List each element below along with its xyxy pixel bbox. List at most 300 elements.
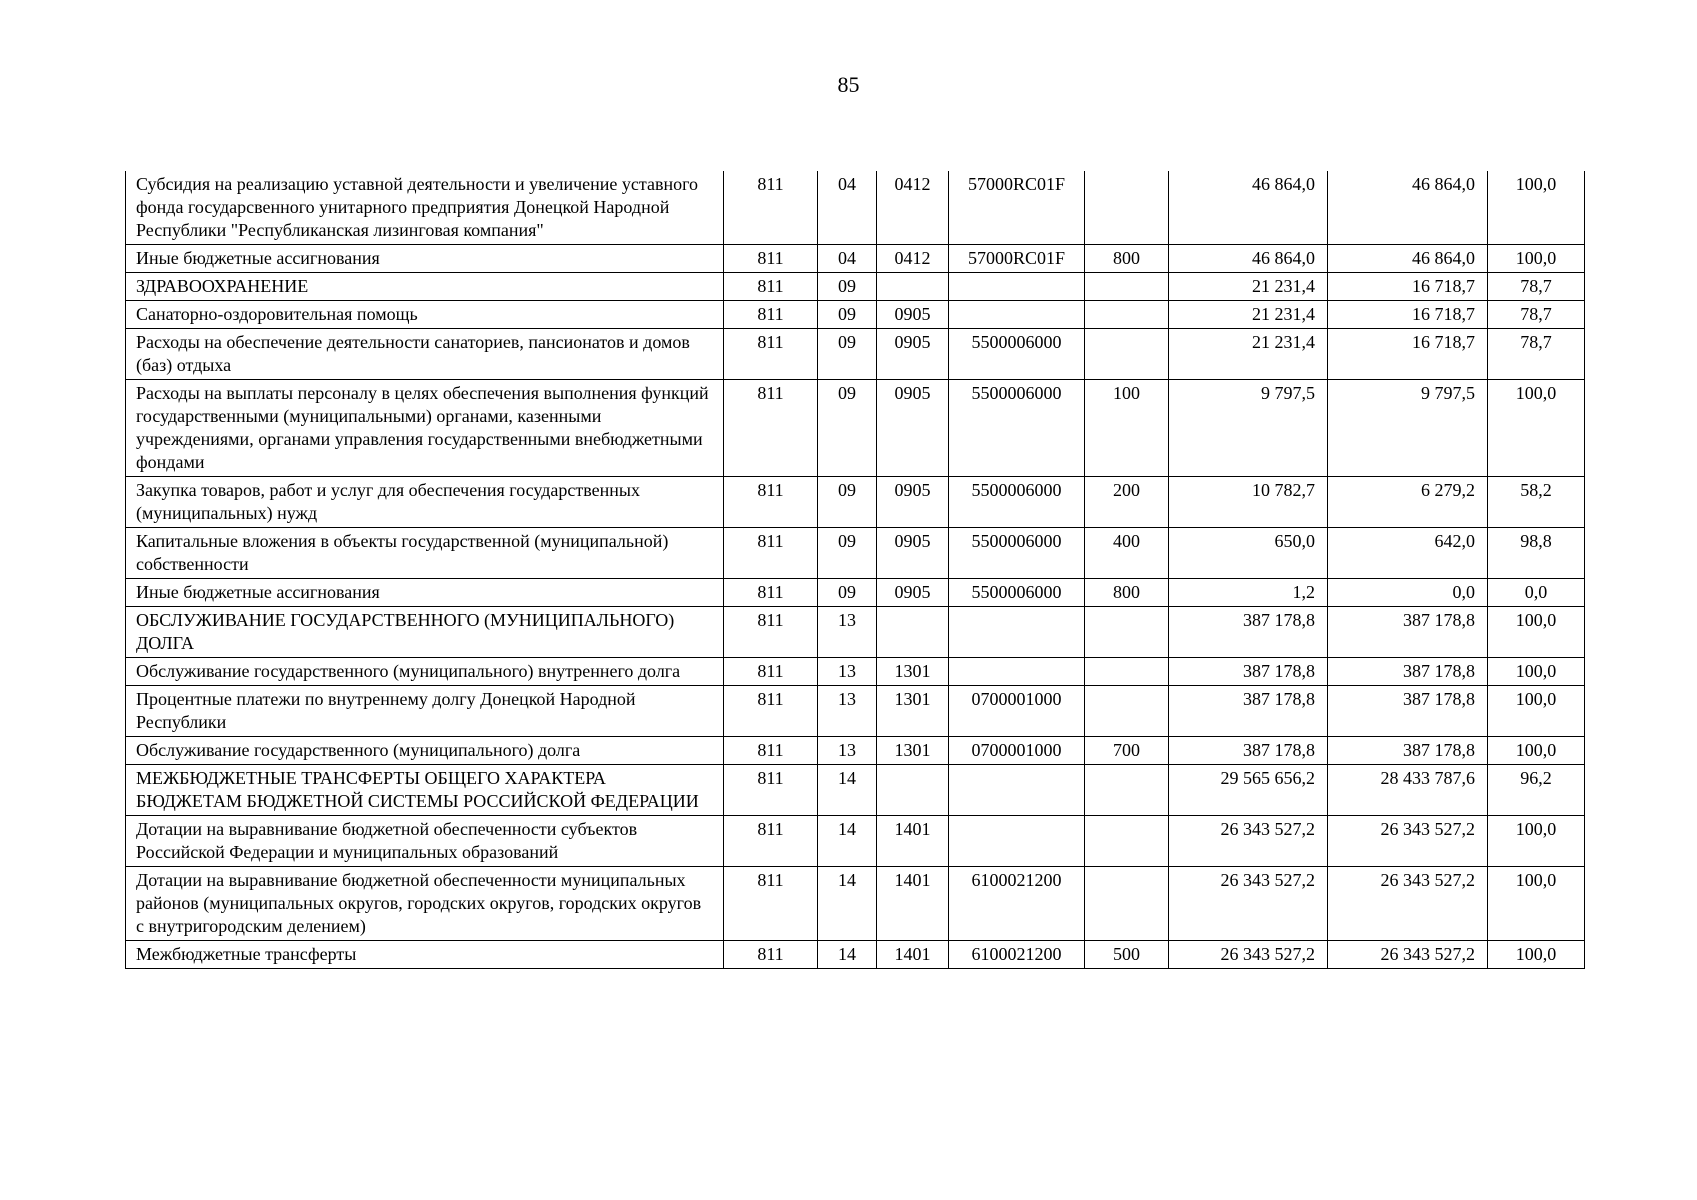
- cell-expense-type-code: [1085, 658, 1169, 686]
- cell-ministry-code-text: 811: [757, 610, 784, 630]
- cell-executed-amount: [1328, 941, 1488, 969]
- cell-section-code: [818, 245, 877, 273]
- cell-name: [126, 737, 724, 765]
- cell-section-code-text: 14: [838, 944, 856, 964]
- cell-name-text: ОБСЛУЖИВАНИЕ ГОСУДАРСТВЕННОГО (МУНИЦИПАЛЬНОГО) ДОЛГА: [136, 610, 679, 653]
- cell-approved-amount: [1169, 867, 1328, 941]
- table-row: [126, 579, 1585, 607]
- cell-subsection-code-text: 0905: [894, 383, 931, 403]
- cell-name-text: Иные бюджетные ассигнования: [136, 582, 380, 602]
- cell-subsection-code-text: 0905: [894, 332, 931, 352]
- cell-executed-amount-text: 642,0: [1434, 531, 1475, 551]
- cell-subsection-code-text: 0905: [894, 304, 931, 324]
- cell-name-text: Расходы на обеспечение деятельности санаториев, пансионатов и домов (баз) отдыха: [136, 332, 695, 375]
- table-row: [126, 737, 1585, 765]
- cell-percent-executed-text: 100,0: [1515, 610, 1557, 630]
- cell-ministry-code: [724, 477, 818, 528]
- cell-approved-amount-text: 1,2: [1292, 582, 1315, 602]
- cell-section-code: [818, 273, 877, 301]
- table-row: [126, 686, 1585, 737]
- cell-name: [126, 579, 724, 607]
- cell-section-code: [818, 528, 877, 579]
- table-row: [126, 765, 1585, 816]
- cell-ministry-code: [724, 941, 818, 969]
- cell-executed-amount-text: 387 178,8: [1403, 661, 1475, 681]
- cell-percent-executed: [1488, 245, 1585, 273]
- cell-name: [126, 528, 724, 579]
- cell-percent-executed-text: 100,0: [1515, 383, 1557, 403]
- cell-ministry-code-text: 811: [757, 768, 784, 788]
- cell-subsection-code: [877, 329, 949, 380]
- cell-subsection-code-text: 0412: [894, 248, 931, 268]
- cell-section-code: [818, 816, 877, 867]
- cell-percent-executed-text: 100,0: [1515, 944, 1557, 964]
- cell-subsection-code: [877, 171, 949, 245]
- cell-executed-amount-text: 387 178,8: [1403, 740, 1475, 760]
- cell-section-code: [818, 329, 877, 380]
- cell-target-code-text: 5500006000: [971, 332, 1062, 352]
- cell-expense-type-code: [1085, 477, 1169, 528]
- cell-ministry-code: [724, 867, 818, 941]
- cell-approved-amount-text: 21 231,4: [1252, 332, 1315, 352]
- cell-name-text: Субсидия на реализацию уставной деятельности и увеличение уставного фонда государсвенного унитарного предприятия Донецкой Народной Республики "Республиканская лизинговая компания": [136, 174, 703, 240]
- cell-percent-executed-text: 0,0: [1524, 582, 1548, 602]
- cell-ministry-code: [724, 816, 818, 867]
- cell-approved-amount-text: 26 343 527,2: [1220, 870, 1315, 890]
- cell-percent-executed-text: 100,0: [1515, 740, 1557, 760]
- cell-expense-type-code-text: 800: [1113, 248, 1140, 268]
- cell-approved-amount-text: 387 178,8: [1243, 740, 1315, 760]
- cell-percent-executed: [1488, 579, 1585, 607]
- cell-executed-amount-text: 387 178,8: [1403, 610, 1475, 630]
- cell-subsection-code: [877, 301, 949, 329]
- cell-section-code-text: 04: [838, 174, 856, 194]
- cell-target-code: [949, 329, 1085, 380]
- cell-subsection-code: [877, 273, 949, 301]
- cell-expense-type-code: [1085, 579, 1169, 607]
- cell-target-code-text: 6100021200: [971, 870, 1062, 890]
- cell-approved-amount-text: 10 782,7: [1252, 480, 1315, 500]
- cell-target-code-text: 57000RC01F: [967, 248, 1066, 268]
- cell-executed-amount-text: 46 864,0: [1412, 248, 1475, 268]
- cell-executed-amount-text: 46 864,0: [1412, 174, 1475, 194]
- cell-percent-executed: [1488, 380, 1585, 477]
- cell-target-code: [949, 658, 1085, 686]
- cell-expense-type-code: [1085, 380, 1169, 477]
- cell-subsection-code: [877, 245, 949, 273]
- cell-ministry-code: [724, 579, 818, 607]
- cell-ministry-code-text: 811: [757, 689, 784, 709]
- cell-name: [126, 941, 724, 969]
- cell-ministry-code-text: 811: [757, 531, 784, 551]
- cell-percent-executed: [1488, 607, 1585, 658]
- cell-name-text: Иные бюджетные ассигнования: [136, 248, 380, 268]
- cell-percent-executed-text: 100,0: [1515, 689, 1557, 709]
- cell-expense-type-code-text: 100: [1113, 383, 1140, 403]
- table-row: [126, 528, 1585, 579]
- cell-name-text: МЕЖБЮДЖЕТНЫЕ ТРАНСФЕРТЫ ОБЩЕГО ХАРАКТЕРА БЮДЖЕТАМ БЮДЖЕТНОЙ СИСТЕМЫ РОССИЙСКОЙ ФЕДЕРАЦИИ: [136, 768, 699, 811]
- cell-percent-executed-text: 78,7: [1520, 276, 1552, 296]
- cell-percent-executed: [1488, 171, 1585, 245]
- cell-ministry-code: [724, 245, 818, 273]
- cell-expense-type-code: [1085, 686, 1169, 737]
- cell-percent-executed: [1488, 816, 1585, 867]
- cell-approved-amount: [1169, 273, 1328, 301]
- cell-ministry-code-text: 811: [757, 304, 784, 324]
- cell-ministry-code-text: 811: [757, 582, 784, 602]
- cell-target-code: [949, 528, 1085, 579]
- cell-executed-amount: [1328, 273, 1488, 301]
- cell-percent-executed-text: 96,2: [1520, 768, 1552, 788]
- table-row: [126, 816, 1585, 867]
- cell-ministry-code: [724, 686, 818, 737]
- cell-target-code: [949, 941, 1085, 969]
- cell-name: [126, 171, 724, 245]
- cell-executed-amount-text: 28 433 787,6: [1380, 768, 1475, 788]
- cell-subsection-code-text: 0905: [894, 531, 931, 551]
- cell-executed-amount: [1328, 765, 1488, 816]
- cell-expense-type-code: [1085, 329, 1169, 380]
- cell-approved-amount: [1169, 329, 1328, 380]
- cell-ministry-code-text: 811: [757, 944, 784, 964]
- cell-section-code: [818, 737, 877, 765]
- cell-name-text: Расходы на выплаты персоналу в целях обеспечения выполнения функций государственными (муниципальными) органами, казенными учреждениями, органами управления государственными внебюджетными фондами: [136, 383, 714, 472]
- cell-executed-amount: [1328, 816, 1488, 867]
- cell-expense-type-code: [1085, 273, 1169, 301]
- cell-ministry-code: [724, 171, 818, 245]
- cell-section-code: [818, 171, 877, 245]
- cell-name: [126, 658, 724, 686]
- cell-section-code-text: 14: [838, 870, 856, 890]
- cell-ministry-code: [724, 765, 818, 816]
- cell-subsection-code: [877, 477, 949, 528]
- cell-name-text: Дотации на выравнивание бюджетной обеспеченности субъектов Российской Федерации и муниципальных образований: [136, 819, 642, 862]
- cell-approved-amount: [1169, 941, 1328, 969]
- cell-section-code-text: 09: [838, 383, 856, 403]
- cell-percent-executed: [1488, 301, 1585, 329]
- cell-percent-executed-text: 100,0: [1515, 819, 1557, 839]
- cell-name: [126, 765, 724, 816]
- cell-approved-amount-text: 387 178,8: [1243, 689, 1315, 709]
- cell-executed-amount: [1328, 171, 1488, 245]
- cell-section-code: [818, 380, 877, 477]
- cell-executed-amount: [1328, 867, 1488, 941]
- cell-percent-executed: [1488, 528, 1585, 579]
- cell-expense-type-code: [1085, 301, 1169, 329]
- cell-expense-type-code: [1085, 607, 1169, 658]
- cell-executed-amount: [1328, 380, 1488, 477]
- cell-subsection-code: [877, 579, 949, 607]
- table-row: [126, 380, 1585, 477]
- cell-expense-type-code-text: 500: [1113, 944, 1140, 964]
- cell-ministry-code: [724, 528, 818, 579]
- cell-executed-amount: [1328, 528, 1488, 579]
- cell-subsection-code: [877, 686, 949, 737]
- cell-executed-amount-text: 26 343 527,2: [1380, 944, 1475, 964]
- cell-target-code: [949, 380, 1085, 477]
- cell-name: [126, 607, 724, 658]
- table-row: [126, 329, 1585, 380]
- cell-subsection-code-text: 1301: [894, 661, 931, 681]
- cell-name-text: Обслуживание государственного (муниципального) внутреннего долга: [136, 661, 681, 681]
- cell-ministry-code: [724, 273, 818, 301]
- cell-ministry-code-text: 811: [757, 870, 784, 890]
- cell-approved-amount: [1169, 765, 1328, 816]
- cell-percent-executed: [1488, 273, 1585, 301]
- cell-target-code: [949, 816, 1085, 867]
- cell-ministry-code: [724, 737, 818, 765]
- table-row: [126, 477, 1585, 528]
- cell-expense-type-code: [1085, 941, 1169, 969]
- cell-section-code: [818, 579, 877, 607]
- cell-target-code: [949, 765, 1085, 816]
- cell-subsection-code: [877, 867, 949, 941]
- cell-section-code: [818, 301, 877, 329]
- cell-percent-executed: [1488, 658, 1585, 686]
- cell-target-code: [949, 737, 1085, 765]
- cell-executed-amount: [1328, 607, 1488, 658]
- cell-expense-type-code: [1085, 816, 1169, 867]
- cell-approved-amount: [1169, 380, 1328, 477]
- cell-section-code-text: 13: [838, 610, 856, 630]
- cell-percent-executed-text: 98,8: [1520, 531, 1552, 551]
- cell-percent-executed-text: 100,0: [1515, 661, 1557, 681]
- cell-subsection-code-text: 1401: [894, 870, 931, 890]
- cell-approved-amount-text: 26 343 527,2: [1220, 944, 1315, 964]
- cell-section-code-text: 09: [838, 304, 856, 324]
- cell-target-code-text: 5500006000: [971, 531, 1062, 551]
- cell-subsection-code-text: 0905: [894, 582, 931, 602]
- cell-approved-amount-text: 21 231,4: [1252, 276, 1315, 296]
- cell-name: [126, 380, 724, 477]
- cell-executed-amount: [1328, 477, 1488, 528]
- cell-ministry-code-text: 811: [757, 248, 784, 268]
- cell-approved-amount: [1169, 658, 1328, 686]
- cell-section-code-text: 09: [838, 332, 856, 352]
- cell-expense-type-code: [1085, 171, 1169, 245]
- cell-approved-amount: [1169, 477, 1328, 528]
- cell-approved-amount-text: 9 797,5: [1261, 383, 1315, 403]
- cell-section-code: [818, 867, 877, 941]
- cell-target-code: [949, 867, 1085, 941]
- cell-subsection-code: [877, 765, 949, 816]
- cell-name-text: Процентные платежи по внутреннему долгу Донецкой Народной Республики: [136, 689, 641, 732]
- cell-approved-amount: [1169, 528, 1328, 579]
- cell-target-code: [949, 245, 1085, 273]
- cell-ministry-code-text: 811: [757, 174, 784, 194]
- table-row: [126, 245, 1585, 273]
- cell-ministry-code: [724, 301, 818, 329]
- cell-percent-executed: [1488, 477, 1585, 528]
- cell-name: [126, 867, 724, 941]
- cell-target-code: [949, 607, 1085, 658]
- cell-expense-type-code-text: 700: [1113, 740, 1140, 760]
- cell-expense-type-code: [1085, 245, 1169, 273]
- cell-subsection-code: [877, 737, 949, 765]
- cell-percent-executed-text: 100,0: [1515, 248, 1557, 268]
- cell-name: [126, 816, 724, 867]
- cell-expense-type-code: [1085, 765, 1169, 816]
- page-number: 85: [837, 72, 860, 97]
- cell-subsection-code-text: 1401: [894, 819, 931, 839]
- cell-name-text: ЗДРАВООХРАНЕНИЕ: [136, 276, 309, 296]
- cell-subsection-code-text: 0412: [894, 174, 931, 194]
- cell-name-text: Обслуживание государственного (муниципального) долга: [136, 740, 581, 760]
- cell-approved-amount-text: 46 864,0: [1252, 174, 1315, 194]
- cell-ministry-code-text: 811: [757, 819, 784, 839]
- cell-approved-amount: [1169, 245, 1328, 273]
- cell-name-text: Межбюджетные трансферты: [136, 944, 357, 964]
- cell-section-code: [818, 941, 877, 969]
- cell-target-code-text: 57000RC01F: [967, 174, 1066, 194]
- cell-section-code: [818, 607, 877, 658]
- cell-executed-amount-text: 6 279,2: [1421, 480, 1475, 500]
- cell-subsection-code: [877, 607, 949, 658]
- cell-subsection-code-text: 1301: [894, 689, 931, 709]
- cell-ministry-code-text: 811: [757, 332, 784, 352]
- cell-ministry-code-text: 811: [757, 276, 784, 296]
- cell-expense-type-code-text: 400: [1113, 531, 1140, 551]
- cell-subsection-code: [877, 658, 949, 686]
- cell-approved-amount: [1169, 579, 1328, 607]
- cell-name: [126, 686, 724, 737]
- cell-name: [126, 273, 724, 301]
- cell-percent-executed-text: 78,7: [1520, 332, 1552, 352]
- cell-approved-amount-text: 46 864,0: [1252, 248, 1315, 268]
- cell-executed-amount: [1328, 245, 1488, 273]
- table-row: [126, 867, 1585, 941]
- cell-target-code-text: 5500006000: [971, 480, 1062, 500]
- cell-ministry-code-text: 811: [757, 480, 784, 500]
- cell-percent-executed: [1488, 329, 1585, 380]
- cell-executed-amount-text: 16 718,7: [1412, 276, 1475, 296]
- cell-name-text: Санаторно-оздоровительная помощь: [136, 304, 418, 324]
- table-row: [126, 301, 1585, 329]
- cell-section-code-text: 14: [838, 768, 856, 788]
- cell-section-code: [818, 686, 877, 737]
- cell-subsection-code: [877, 528, 949, 579]
- cell-section-code-text: 09: [838, 531, 856, 551]
- cell-executed-amount-text: 0,0: [1452, 582, 1475, 602]
- cell-name-text: Закупка товаров, работ и услуг для обеспечения государственных (муниципальных) нужд: [136, 480, 645, 523]
- cell-target-code-text: 5500006000: [971, 383, 1062, 403]
- cell-section-code-text: 14: [838, 819, 856, 839]
- cell-subsection-code-text: 0905: [894, 480, 931, 500]
- cell-section-code: [818, 477, 877, 528]
- cell-ministry-code-text: 811: [757, 740, 784, 760]
- cell-approved-amount-text: 29 565 656,2: [1220, 768, 1315, 788]
- cell-executed-amount-text: 16 718,7: [1412, 304, 1475, 324]
- cell-section-code: [818, 658, 877, 686]
- cell-percent-executed: [1488, 867, 1585, 941]
- cell-executed-amount-text: 387 178,8: [1403, 689, 1475, 709]
- cell-approved-amount-text: 21 231,4: [1252, 304, 1315, 324]
- cell-name: [126, 329, 724, 380]
- cell-ministry-code-text: 811: [757, 383, 784, 403]
- cell-executed-amount: [1328, 301, 1488, 329]
- cell-percent-executed: [1488, 765, 1585, 816]
- table-row: [126, 658, 1585, 686]
- cell-target-code-text: 0700001000: [971, 740, 1062, 760]
- cell-section-code-text: 13: [838, 689, 856, 709]
- cell-executed-amount-text: 26 343 527,2: [1380, 819, 1475, 839]
- cell-percent-executed: [1488, 686, 1585, 737]
- cell-expense-type-code: [1085, 867, 1169, 941]
- table-body: [126, 171, 1585, 969]
- cell-subsection-code-text: 1401: [894, 944, 931, 964]
- cell-executed-amount: [1328, 658, 1488, 686]
- cell-target-code: [949, 171, 1085, 245]
- cell-ministry-code: [724, 607, 818, 658]
- cell-executed-amount: [1328, 329, 1488, 380]
- cell-percent-executed-text: 100,0: [1515, 174, 1557, 194]
- cell-approved-amount: [1169, 607, 1328, 658]
- cell-subsection-code: [877, 816, 949, 867]
- budget-table: [125, 171, 1585, 969]
- cell-ministry-code: [724, 329, 818, 380]
- cell-percent-executed-text: 78,7: [1520, 304, 1552, 324]
- cell-approved-amount: [1169, 686, 1328, 737]
- cell-executed-amount: [1328, 686, 1488, 737]
- cell-executed-amount-text: 9 797,5: [1421, 383, 1475, 403]
- cell-ministry-code-text: 811: [757, 661, 784, 681]
- cell-approved-amount-text: 387 178,8: [1243, 661, 1315, 681]
- cell-approved-amount: [1169, 171, 1328, 245]
- cell-section-code-text: 09: [838, 480, 856, 500]
- cell-subsection-code: [877, 941, 949, 969]
- cell-section-code-text: 13: [838, 661, 856, 681]
- cell-executed-amount-text: 26 343 527,2: [1380, 870, 1475, 890]
- cell-percent-executed: [1488, 941, 1585, 969]
- cell-name: [126, 301, 724, 329]
- cell-approved-amount: [1169, 737, 1328, 765]
- cell-target-code: [949, 686, 1085, 737]
- cell-executed-amount: [1328, 737, 1488, 765]
- cell-section-code-text: 13: [838, 740, 856, 760]
- cell-approved-amount-text: 387 178,8: [1243, 610, 1315, 630]
- cell-percent-executed-text: 58,2: [1520, 480, 1552, 500]
- cell-name-text: Капитальные вложения в объекты государственной (муниципальной) собственности: [136, 531, 673, 574]
- table-row: [126, 273, 1585, 301]
- cell-executed-amount-text: 16 718,7: [1412, 332, 1475, 352]
- cell-name: [126, 245, 724, 273]
- cell-ministry-code: [724, 658, 818, 686]
- cell-percent-executed: [1488, 737, 1585, 765]
- cell-approved-amount: [1169, 816, 1328, 867]
- cell-subsection-code: [877, 380, 949, 477]
- cell-target-code-text: 0700001000: [971, 689, 1062, 709]
- cell-expense-type-code-text: 200: [1113, 480, 1140, 500]
- table-row: [126, 607, 1585, 658]
- cell-executed-amount: [1328, 579, 1488, 607]
- cell-target-code-text: 5500006000: [971, 582, 1062, 602]
- cell-approved-amount: [1169, 301, 1328, 329]
- cell-name-text: Дотации на выравнивание бюджетной обеспеченности муниципальных районов (муниципальных округов, городских округов, городских округов с внутригородским делением): [136, 870, 706, 936]
- table-row: [126, 941, 1585, 969]
- cell-target-code: [949, 579, 1085, 607]
- cell-approved-amount-text: 26 343 527,2: [1220, 819, 1315, 839]
- cell-ministry-code: [724, 380, 818, 477]
- cell-section-code-text: 09: [838, 582, 856, 602]
- cell-section-code-text: 04: [838, 248, 856, 268]
- cell-expense-type-code: [1085, 528, 1169, 579]
- cell-target-code-text: 6100021200: [971, 944, 1062, 964]
- cell-percent-executed-text: 100,0: [1515, 870, 1557, 890]
- cell-target-code: [949, 477, 1085, 528]
- cell-expense-type-code-text: 800: [1113, 582, 1140, 602]
- table-row: [126, 171, 1585, 245]
- cell-section-code: [818, 765, 877, 816]
